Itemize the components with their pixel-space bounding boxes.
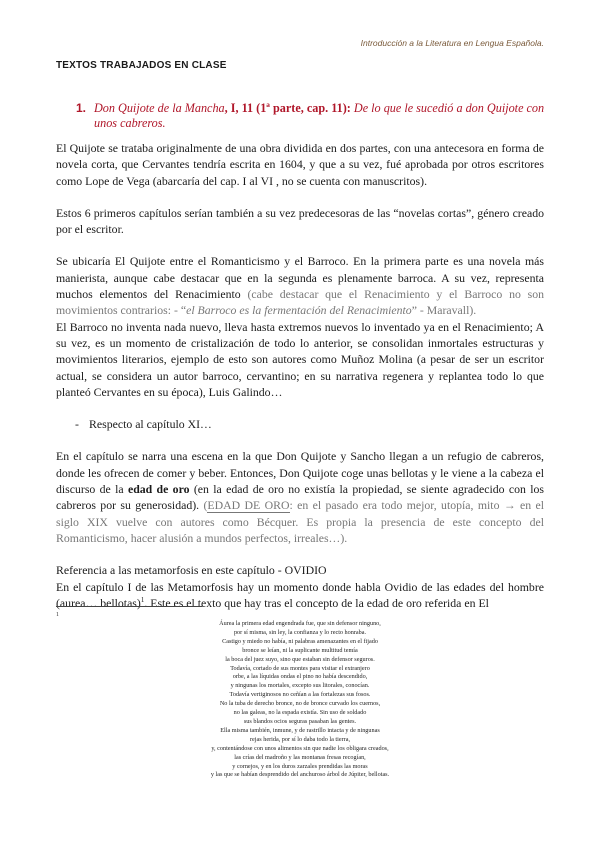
edad-de-oro-bold: edad de oro [127,482,190,497]
footnote-ref: 1 [140,595,145,604]
poem-line: por sí misma, sin ley, la confianza y lo recto honraba. [233,628,367,636]
poem-line: y ningunas los mortales, excepto sus litorales, conocían. [230,682,370,690]
footnote-rule [56,606,202,607]
ovidio-heading: Referencia a las metamorfosis en este capítulo - OVIDIO [56,563,327,578]
poem-line: y cornejos, y en los duros zarzales prendidas las moras [232,762,368,770]
numbered-item-1 [76,101,546,131]
poem-line: la boca del juez suyo, sino que estaban sin defensor seguros. [225,655,375,663]
poem-line: y las que se habían desprendido del anchuroso árbol de Júpiter, bellotas. [210,771,390,779]
paragraph-2: Estos 6 primeros capítulos serían también a su vez predecesoras de las “novelas cortas”, género creado por el escritor. [56,205,544,237]
bullet-item [56,416,544,432]
poem-line: orbe, a las líquidas ondas el pino no había descendido, [232,673,368,681]
paragraph-5-note: : en el pasado era todo mejor, utopía, mito → en el siglo XIX vuelve con autores como Bécquer. Es propia la presencia de este concepto del Romanticismo, hacer alusión a mundos perfectos, irreales…). [56,498,544,545]
paragraph-3-quote: el Barroco es la fermentación del Renacimiento [186,303,412,318]
edad-de-oro-label: EDAD DE ORO [207,498,290,513]
paragraph-3-main: Se ubicaría El Quijote entre el Romanticismo y el Barroco. En la primera parte es una novela más manierista, aunque cabe destacar que en la segunda es plenamente barroca. A su vez, representa muchos elementos del Renacimiento [56,254,544,302]
poem-line: Ella misma también, inmune, y de rastrillo intacta y de ningunas [220,726,380,734]
poem-line: sus blandos ocios seguras pasaban las gentes. [243,717,357,725]
poem-line: bronce se leían, ni la suplicante multitud temía [242,646,358,654]
main-content [56,140,544,611]
running-header: Introducción a la Literatura en Lengua Española. [360,38,544,48]
footnote-mark: 1 [56,612,59,618]
paragraph-5 [56,448,544,546]
footnote-poem [150,620,450,780]
paragraph-3-note: (cabe destacar que el Renacimiento y el Barroco no son movimientos contrarios: - “ [56,287,544,318]
paragraph-1: El Quijote se trataba originalmente de una obra dividida en dos partes, con una antecesora en forma de novela corta, que Cervantes tendría escrita en 1604, y que a su vez, fué aprobada por otros escritores como Lope de Vega (abarcaría del cap. I al VI , no se cuenta con manuscritos). [56,141,544,188]
work-title: Don Quijote de la Mancha [94,101,225,115]
chapter-subtitle: De lo que le sucedió a don Quijote con unos cabreros. [94,101,545,130]
poem-line: Todavía, cortado de sus montes para visitar el extranjero [230,664,370,672]
paragraph-3 [56,253,544,318]
poem-line: Castigo y miedo no había, ni palabras amenazantes en el fijado [222,637,378,645]
poem-line: Todavía vertiginosos no ceñían a las fortalezas sus fosos. [229,691,371,699]
work-reference: , I, 11 (1ª parte, cap. 11): [224,101,351,115]
paragraph-5-a: En el capítulo se narra una escena en la que Don Quijote y Sancho llegan a un refugio de cabreros, donde les ofrecen de comer y beber. Entonces, Don Quijote coge unas bellotas y le viene a la cabeza el discurso de la [56,449,544,497]
poem-line: Áurea la primera edad engendrada fue, que sin defensor ninguno, [219,620,381,627]
poem-line: no las galeas, no la espada existía. Sin uso de soldado [233,709,367,717]
section-title: TEXTOS TRABAJADOS EN CLASE [56,60,227,71]
paragraph-5-note-open: ( [203,498,208,513]
item-title [94,101,546,131]
bullet-text: Respecto al capítulo XI… [89,417,212,432]
poem-line: rejas herida, por sí lo daba todo la tierra, [250,735,350,743]
poem-line: No la tuba de derecho bronce, no de bronce curvado los cuernos, [219,700,381,708]
poem-line: y, contentándose con unos alimentos sin que nadie los obligara creados, [211,744,389,752]
bullet-dash: - [75,417,79,432]
paragraph-5-b: (en la edad de oro no existía la propiedad, se siente agradecido con los cabreros por su generosidad). [56,482,544,513]
poem-line: las crías del madroño y las montanas fresas recogían, [234,753,366,761]
paragraph-3-note-end: ” - Maravall). [411,303,477,318]
item-number: 1. [76,101,87,115]
paragraph-6-a: En el capítulo I de las Metamorfosis hay un momento donde habla Ovidio de las edades del hombre (aurea… bellotas) [56,579,544,610]
paragraph-4: El Barroco no inventa nada nuevo, lleva hasta extremos nuevos lo inventado ya en el Renacimiento; A su vez, es un momento de cristalización de todo lo anterior, se consolidan inmortales estructuras y movimientos literarios, ejemplo de esto son autores como Muñoz Molina (a pesar de ser un escritor actual, se considera un autor barroco, cervantino; en su narrativa regenera y replantea todo lo que planteó Cervantes en su época), Luis Galindo… [56,319,544,399]
paragraph-6-b: . Este es el texto que hay tras el concepto de la edad de oro referida en El [144,595,489,610]
